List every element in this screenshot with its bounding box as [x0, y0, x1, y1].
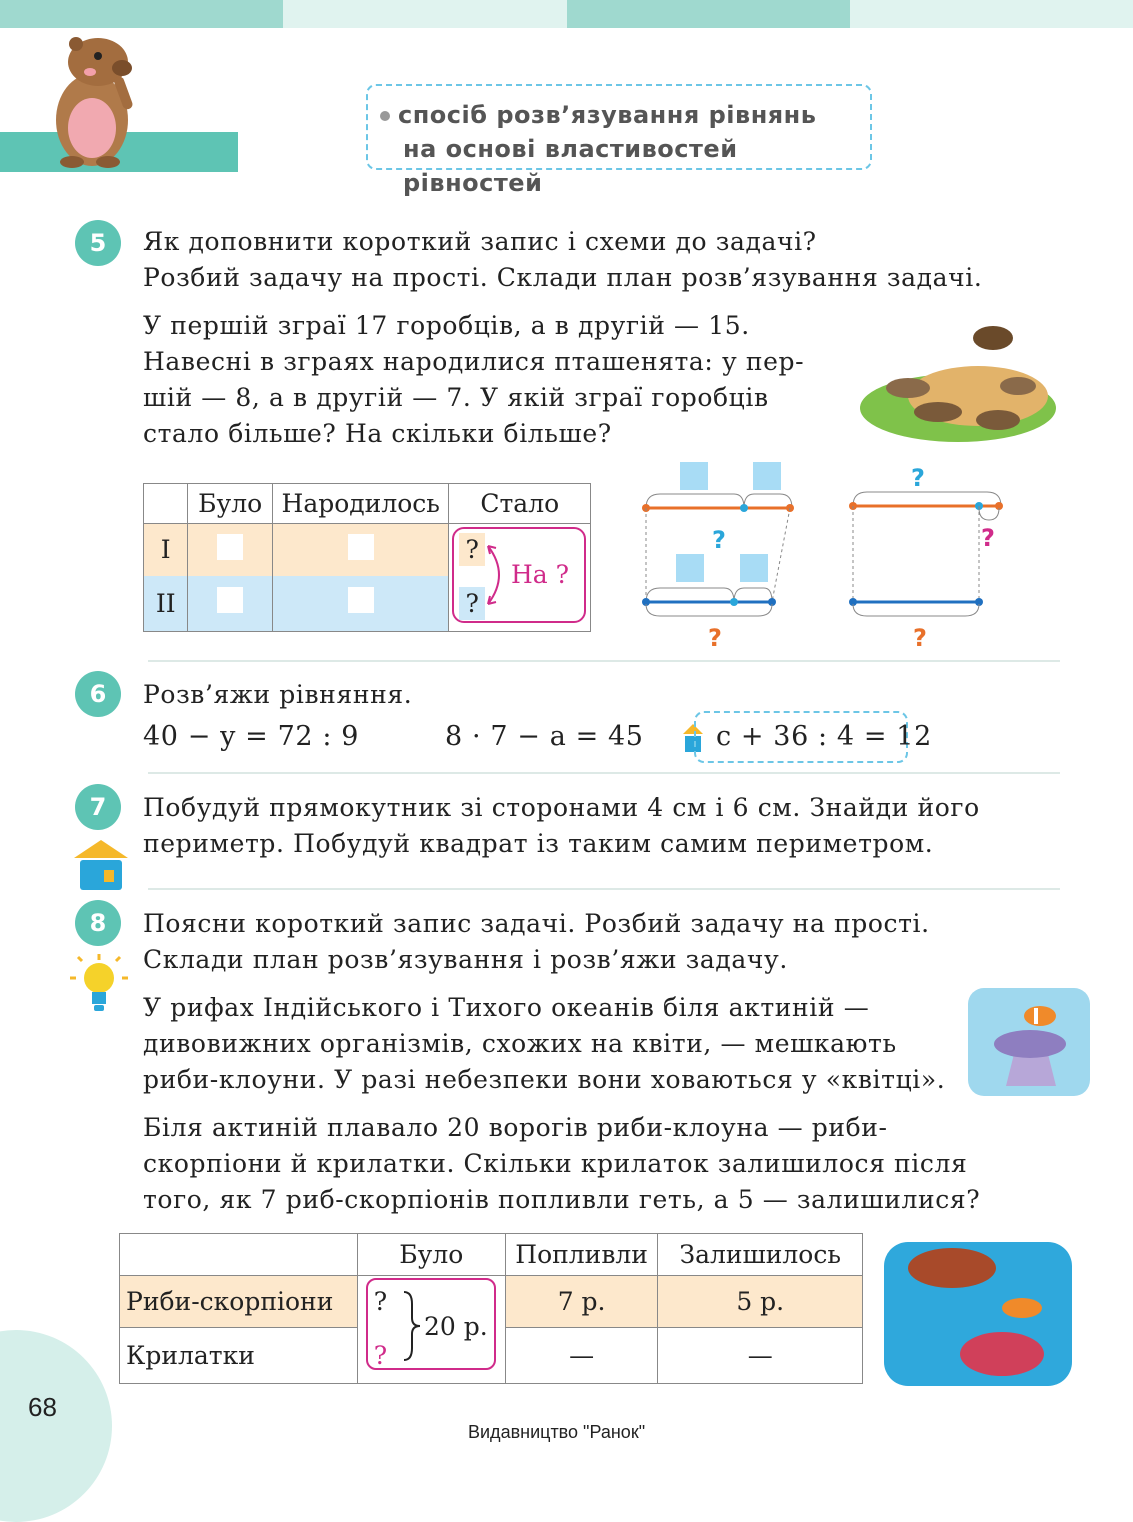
row-label: Риби-скорпіони: [120, 1276, 358, 1328]
task8-q-line2: Склади план розв’язування і розв’яжи задачу.: [143, 945, 788, 974]
answer-box[interactable]: [272, 576, 449, 632]
top-stripe: [0, 0, 1133, 28]
answer-box[interactable]: [188, 576, 273, 632]
table-cell: —: [658, 1328, 863, 1384]
task5-text: [143, 308, 823, 452]
segment-diagram-right: [845, 458, 1015, 654]
task8-info-line1: У рифах Індійського і Тихого океанів біля актиній —: [143, 993, 870, 1022]
page-corner: [0, 1330, 112, 1522]
stripe-seg: [283, 0, 566, 28]
svg-text:?: ?: [712, 526, 726, 554]
topic-line-1: спосіб розв’язування рівнянь: [398, 101, 817, 129]
table-corner: [144, 484, 188, 524]
svg-text:?: ?: [708, 624, 722, 652]
segment-diagram-left: [640, 458, 810, 654]
answer-box[interactable]: [272, 524, 449, 576]
topic-line-2: на основі властивостей рівностей: [403, 135, 738, 197]
task8-prob-line1: Біля актиній плавало 20 ворогів риби-клоуна — риби-: [143, 1113, 888, 1142]
topic-box: [366, 84, 872, 197]
sparrows-icon: [858, 308, 1058, 444]
clownfish-icon: [966, 986, 1092, 1098]
divider: [148, 888, 1060, 890]
svg-text:?: ?: [913, 624, 927, 652]
table-cell: 5 р.: [658, 1276, 863, 1328]
col-header: Було: [188, 484, 273, 524]
task5-text-line2: Навесні в зграях народилися пташенята: у пер-: [143, 347, 805, 376]
task5-text-line1: У першій зграї 17 горобців, а в другій — 15.: [143, 311, 750, 340]
question-mark: ?: [373, 1287, 388, 1317]
task6-title: Розв’яжи рівняння.: [143, 680, 413, 709]
col-header: Було: [357, 1234, 505, 1276]
question-mark: ?: [373, 1340, 388, 1370]
task5-q-line2: Розбий задачу на прості. Склади план розв’язування задачі.: [143, 263, 983, 292]
task5-text-line3: шій — 8, а в другій — 7. У якій зграї горобців: [143, 383, 769, 412]
task8-q-line1: Поясни короткий запис задачі. Розбий задачу на прості.: [143, 909, 930, 938]
table-cell: 7 р.: [505, 1276, 658, 1328]
divider: [148, 660, 1060, 662]
task8-info-line2: дивовижних організмів, схожих на квіти, — мешкають: [143, 1029, 897, 1058]
svg-text:?: ?: [911, 464, 925, 492]
compare-arrow-icon: [484, 540, 514, 610]
task8-info: [143, 990, 959, 1098]
equation-2: 8 · 7 − a = 45: [445, 721, 644, 752]
bullet-icon: [380, 111, 390, 121]
col-header: Попливли: [505, 1234, 658, 1276]
col-header: Стало: [449, 484, 591, 524]
stripe-seg: [0, 0, 283, 28]
task8-info-line3: риби-клоуни. У разі небезпеки вони ховаються у «квітці».: [143, 1065, 946, 1094]
task8-question: [143, 906, 1060, 978]
task7-text: [143, 790, 1060, 862]
equation-3: c + 36 : 4 = 12: [716, 721, 932, 752]
row-label: II: [144, 576, 188, 632]
publisher: Видавництво "Ранок": [468, 1422, 646, 1442]
total-label: 20 р.: [424, 1312, 488, 1341]
answer-box[interactable]: [188, 524, 273, 576]
row-label: I: [144, 524, 188, 576]
brace-icon: [402, 1290, 424, 1362]
task8-problem: [143, 1110, 1060, 1218]
task8-prob-line3: того, як 7 риб-скорпіонів попливли геть, а 5 — залишилися?: [143, 1185, 981, 1214]
stripe-seg: [567, 0, 850, 28]
task-number-7: 7: [75, 784, 121, 830]
table-cell: —: [505, 1328, 658, 1384]
task-number-5: 5: [75, 220, 121, 266]
task7-line2: периметр. Побудуй квадрат із таким самим периметром.: [143, 829, 934, 858]
divider: [148, 772, 1060, 774]
capybara-icon: [46, 32, 142, 168]
stripe-seg: [850, 0, 1133, 28]
svg-text:?: ?: [981, 524, 995, 552]
row-label: Крилатки: [120, 1328, 358, 1384]
question-mark: ?: [459, 533, 484, 566]
col-header: Народилось: [272, 484, 449, 524]
lightbulb-icon: [70, 952, 128, 1022]
lionfish-icon: [878, 1228, 1078, 1388]
equation-1: 40 − y = 72 : 9: [143, 721, 359, 752]
task-number-8: 8: [75, 900, 121, 946]
compare-label: На ?: [511, 560, 570, 589]
col-header: Залишилось: [658, 1234, 863, 1276]
page-number: 68: [28, 1392, 57, 1422]
task5-q-line1: Як доповнити короткий запис і схеми до задачі?: [143, 227, 817, 256]
task-number-6: 6: [75, 671, 121, 717]
task8-prob-line2: скорпіони й крилатки. Скільки крилаток залишилося після: [143, 1149, 968, 1178]
question-mark: ?: [459, 587, 484, 620]
task5-text-line4: стало більше? На скільки більше?: [143, 419, 612, 448]
house-icon: [72, 838, 130, 892]
table-corner: [120, 1234, 358, 1276]
task7-line1: Побудуй прямокутник зі сторонами 4 см і 6 см. Знайди його: [143, 793, 980, 822]
task5-question: [143, 224, 1063, 296]
